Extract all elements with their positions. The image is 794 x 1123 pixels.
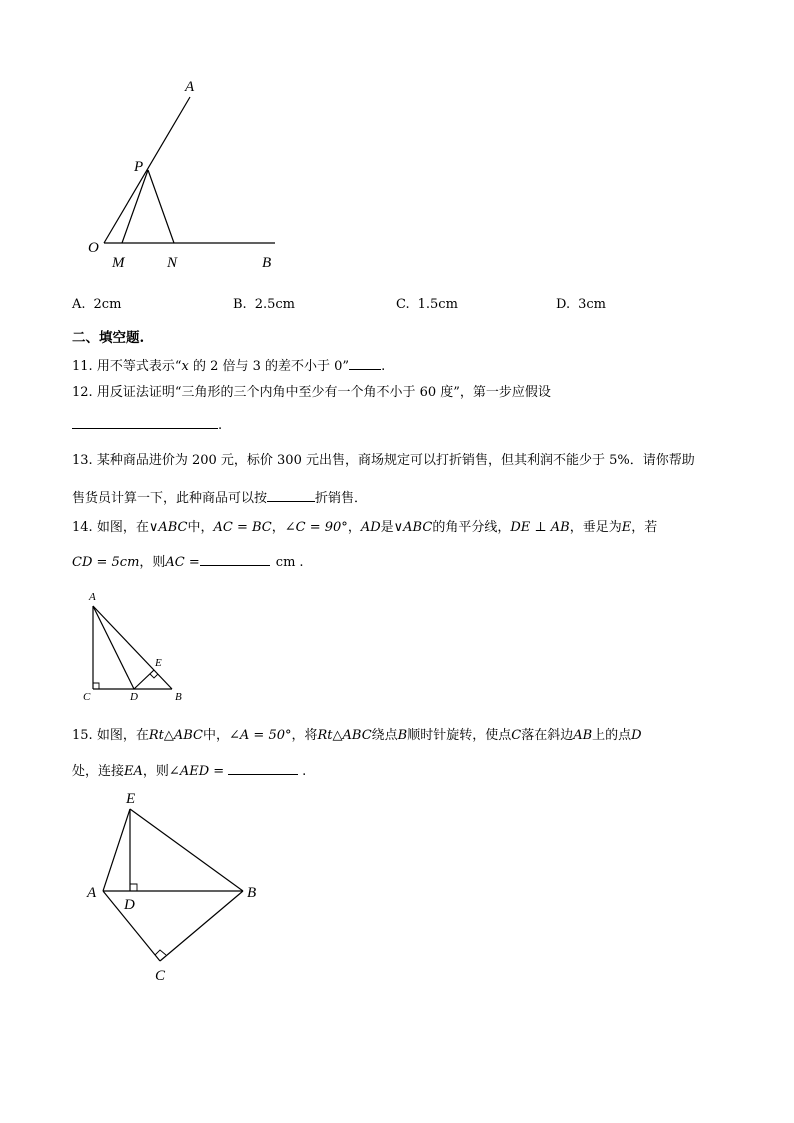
question-text: 如图，在 — [96, 728, 149, 743]
math-equation: AC = — [165, 555, 200, 570]
label-c: C — [155, 968, 166, 984]
label-b: B — [262, 255, 272, 271]
unit: cm — [275, 555, 296, 570]
math-segment: AB — [573, 728, 593, 743]
period: . — [299, 555, 304, 570]
question-number: 11. — [72, 359, 93, 374]
question-text: ，将 — [291, 728, 318, 743]
period: . — [381, 359, 386, 374]
math-segment: EA — [124, 764, 143, 779]
option-letter: A. — [72, 297, 86, 312]
question-text: 是 — [380, 520, 394, 535]
question-text: 售货员计算一下，此种商品可以按 — [72, 491, 268, 506]
math-equation: AC = BC — [213, 520, 272, 535]
question-text: 处，连接 — [72, 764, 125, 779]
question-text: 中， — [187, 520, 214, 535]
segment-cb — [160, 891, 243, 961]
math-equation: ∠C = 90° — [284, 520, 348, 535]
label-d: D — [124, 897, 135, 913]
label-b: B — [175, 691, 182, 703]
math-equation: CD = 5cm — [72, 555, 140, 570]
question-text: 如图，在 — [96, 520, 149, 535]
right-angle-d — [130, 884, 137, 891]
label-a: A — [87, 885, 97, 901]
label-e: E — [126, 791, 136, 807]
question-text: ，垂足为 — [569, 520, 622, 535]
question-text: ，若 — [631, 520, 658, 535]
label-b: B — [247, 885, 257, 901]
question-text: 上的点 — [592, 728, 632, 743]
option-text: 1.5cm — [417, 297, 458, 312]
option-text: 3cm — [578, 297, 606, 312]
math-angle: AED — [179, 764, 210, 779]
segment-ea — [103, 809, 130, 891]
segment-eb — [130, 809, 243, 891]
question-number: 14. — [72, 520, 93, 535]
question-text: 中， — [202, 728, 229, 743]
label-d: D — [130, 691, 138, 703]
label-a: A — [89, 591, 96, 603]
question-text: 落在斜边 — [521, 728, 574, 743]
question-text: ，则 — [139, 555, 166, 570]
option-letter: D. — [556, 297, 571, 312]
math-point: B — [397, 728, 408, 743]
separator: ， — [347, 520, 361, 535]
label-e: E — [155, 657, 162, 669]
variable-x: x — [181, 359, 189, 374]
separator: ， — [271, 520, 285, 535]
question-number: 13. — [72, 453, 93, 468]
question-text: 顺时针旋转，使点 — [407, 728, 512, 743]
section-title: 二、填空题. — [72, 330, 145, 346]
period: . — [302, 764, 307, 779]
math-triangle: Rt△ABC — [148, 728, 203, 743]
question-text: 某种商品进价为 200 元，标价 300 元出售，商场规定可以打折销售，但其利润不能少于 5%．请你帮助 — [96, 453, 695, 468]
question-text: ，则∠ — [142, 764, 180, 779]
label-c: C — [83, 691, 91, 703]
question-text: 用反证法证明“三角形的三个内角中至少有一个角不小于 60 度”，第一步应假设 — [96, 385, 551, 400]
question-text: 的角平分线， — [432, 520, 511, 535]
option-text: 2cm — [93, 297, 122, 312]
math-triangle: ∨ABC — [393, 520, 433, 535]
question-text: 折销售． — [315, 491, 368, 506]
math-triangle: ∨ABC — [148, 520, 188, 535]
option-letter: B. — [233, 297, 247, 312]
option-letter: C. — [396, 297, 410, 312]
math-segment: AD — [360, 520, 381, 535]
math-equation: DE ⊥ AB — [510, 520, 570, 535]
math-triangle: Rt△ABC — [317, 728, 372, 743]
question-text: 的 2 倍与 3 的差不小于 0” — [188, 359, 350, 374]
question-text: 用不等式表示“ — [96, 359, 182, 374]
question-text: = — [209, 764, 225, 779]
question-number: 15. — [72, 728, 93, 743]
option-text: 2.5cm — [254, 297, 295, 312]
label-o: O — [88, 240, 99, 256]
label-m: M — [112, 255, 125, 271]
math-equation: ∠A = 50° — [229, 728, 292, 743]
math-point: E — [621, 520, 632, 535]
question-text: 绕点 — [371, 728, 398, 743]
right-angle-c — [155, 950, 166, 955]
label-n: N — [167, 255, 178, 271]
label-a: A — [185, 79, 195, 95]
math-point: C — [511, 728, 522, 743]
question-number: 12. — [72, 385, 93, 400]
label-p: P — [134, 159, 144, 175]
math-point: D — [631, 728, 642, 743]
period: . — [218, 418, 223, 433]
